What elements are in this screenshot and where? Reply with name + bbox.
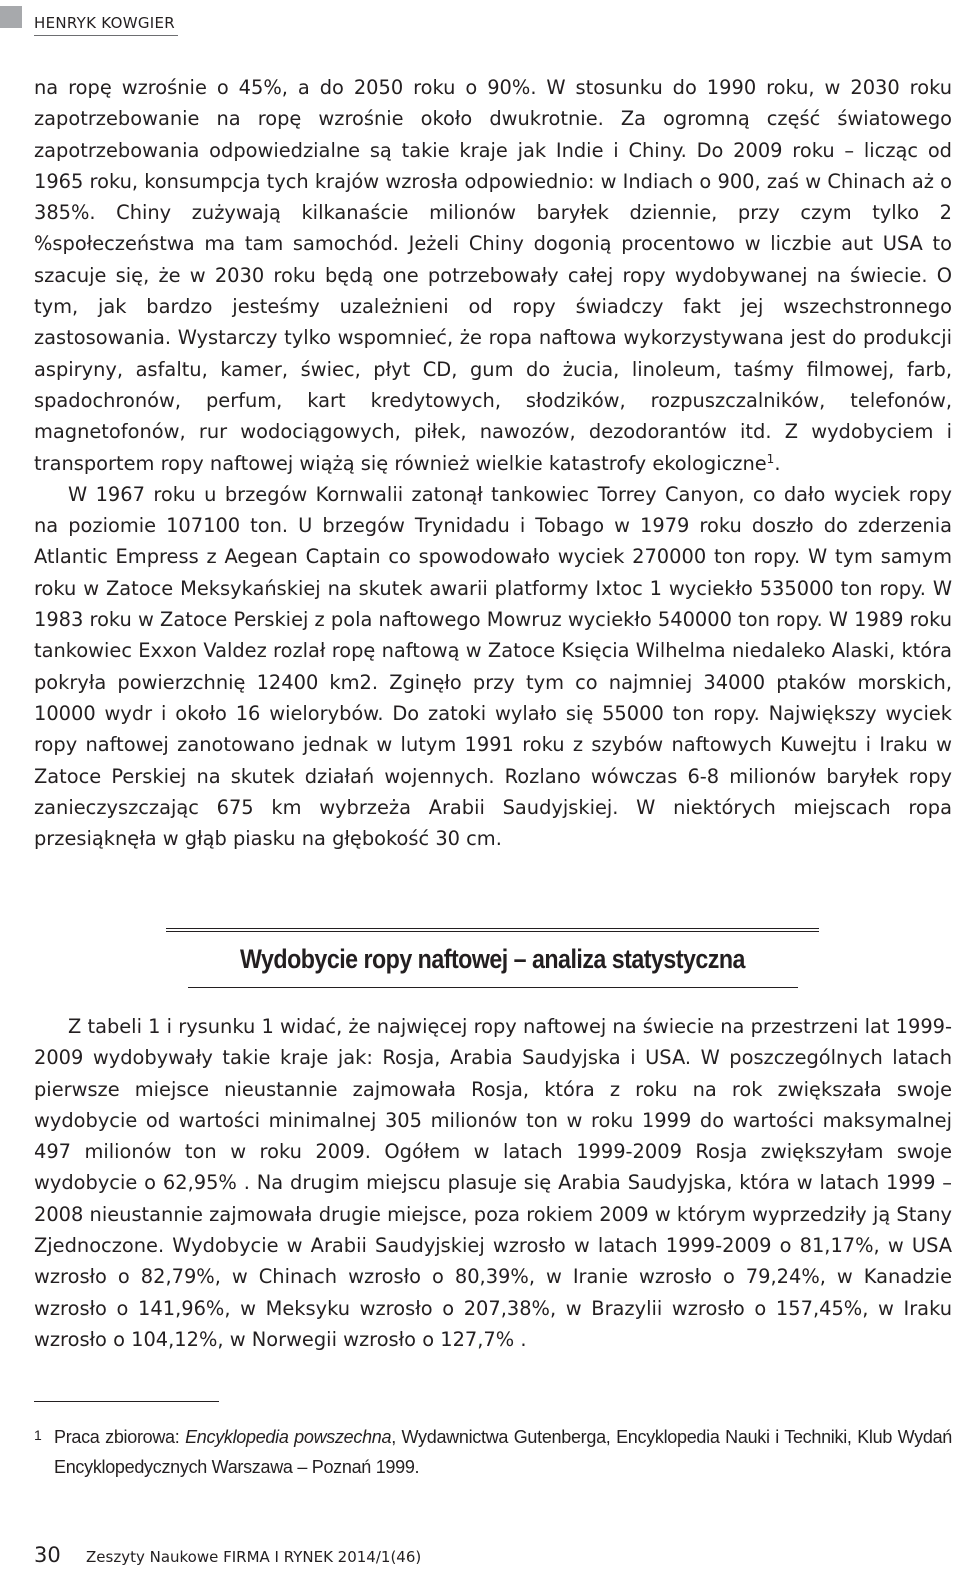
header-marker-square xyxy=(0,6,22,28)
footnote-title: Encyklopedia powszechna xyxy=(185,1427,392,1447)
footnote xyxy=(34,1422,952,1482)
body-text-bottom xyxy=(34,1011,952,1355)
header-author: HENRYK KOWGIER xyxy=(34,14,178,36)
paragraph: W 1967 roku u brzegów Kornwalii zatonął tankowiec Torrey Canyon, co dało wyciek ropy na poziomie 107100 ton. U brzegów Trynidadu i Tobago w 1979 roku doszło do zderzenia Atlantic Empress z Aegean Captain co spowodowało wyciek 270000 ton ropy. W tym samym roku w Zatoce Meksykańskiej na skutek awarii platformy Ixtoc 1 wyciekło 535000 ton ropy. W 1983 roku w Zatoce Perskiej z pola naftowego Mowruz wyciekło 540000 ton ropy. W 1989 roku tankowiec Exxon Valdez rozlał ropę naftową w Zatoce Księcia Wilhelma niedaleko Alaski, która pokryła powierzchnię 12400 km2. Zginęło przy tym co najmniej 34000 ptaków morskich, 10000 wydr i około 16 wielorybów. Do zatoki wylało się 55000 ton ropy. Największy wyciek ropy naftowej zanotowano jednak w lutym 1991 roku z szybów naftowych Kuwejtu i Iraku w Zatoce Perskiej na skutek działań wojennych. Rozlano wówczas 6-8 milionów baryłek ropy zanieczyszczając 675 km wybrzeża Arabii Saudyjskiej. W niektórych miejscach ropa przesiąknęła w głąb piasku na głębokość 30 cm. xyxy=(34,482,952,851)
footnote-text xyxy=(54,1422,952,1482)
paragraph-text: na ropę wzrośnie o 45%, a do 2050 roku o 90%. W stosunku do 1990 roku, w 2030 roku zapotrzebowanie na ropę wzrośnie około dwukrotnie. Za ogromną część światowego zapotrzebowania odpowiedzialne są takie kraje jak Indie i Chiny. Do 2009 roku – licząc od 1965 roku, konsumpcja tych krajów wzrosła odpowiednio: w Indiach o 900, zaś w Chinach aż o 385%. Chiny zużywają kilkanaście milionów baryłek dziennie, przy czym tylko 2 %społeczeństwa ma tam samochód. Jeżeli Chiny dogonią procentowo w liczbie aut USA to szacuje się, że w 2030 roku będą one potrzebowały całej ropy wydobywanej na świecie. O tym, jak bardzo jesteśmy uzależnieni od ropy świadczy fakt jej wszechstronnego zastosowania. Wystarczy tylko wspomnieć, że ropa naftowa wykorzystywana jest do produkcji aspiryny, asfaltu, kamer, świec, płyt CD, gum do żucia, linoleum, taśmy filmowej, farb, spadochronów, perfum, kart kredytowych, słodzików, rozpuszczalników, telefonów, magnetofonów, rur wodociągowych, piłek, nawozów, dezodorantów itd. Z wydobyciem i transportem ropy naftowej wiążą się również wielkie katastrofy ekologiczne xyxy=(34,76,952,475)
footnote-separator xyxy=(34,1401,219,1402)
section-title: Wydobycie ropy naftowej – analiza statystyczna xyxy=(240,944,745,974)
running-header xyxy=(0,0,960,48)
page-footer xyxy=(34,1540,634,1576)
footnote-ref[interactable]: 1 xyxy=(766,451,775,466)
journal-name: Zeszyty Naukowe FIRMA I RYNEK 2014/1(46) xyxy=(86,1548,422,1566)
section-heading-block xyxy=(166,928,819,975)
section-double-rule xyxy=(166,928,819,932)
section-underline xyxy=(188,987,798,988)
paragraph: Z tabeli 1 i rysunku 1 widać, że najwięcej ropy naftowej na świecie na przestrzeni lat 1999-2009 wydobywały takie kraje jak: Rosja, Arabia Saudyjska i USA. W poszczególnych latach pierwsze miejsce nieustannie zajmowała Rosja, która z roku na rok zwiększała swoje wydobycie od wartości minimalnej 305 milionów ton w roku 1999 do wartości maksymalnej 497 milionów ton w roku 2009. Ogółem w latach 1999-2009 Rosja zwiększyłam swoje wydobycie o 62,95% . Na drugim miejscu plasuje się Arabia Saudyjska, która w latach 1999 – 2008 nieustannie zajmowała drugie miejsce, poza rokiem 2009 w którym wyprzedziły ją Stany Zjednoczone. Wydobycie w Arabii Saudyjskiej wzrosło w latach 1999-2009 o 81,17%, w USA wzrosło o 82,79%, w Chinach wzrosło o 80,39%, w Iranie wzrosło o 79,24%, w Kanadzie wzrosło o 141,96%, w Meksyku wzrosło o 207,38%, w Brazylii wzrosło o 157,45%, w Iraku wzrosło o 104,12%, w Norwegii wzrosło o 127,7% . xyxy=(34,1015,952,1351)
page-number: 30 xyxy=(34,1543,61,1567)
footnote-number: 1 xyxy=(34,1427,42,1443)
paragraph: na ropę wzrośnie o 45%, a do 2050 roku o 90%. W stosunku do 1990 roku, w 2030 roku zapotrzebowanie na ropę wzrośnie około dwukrotnie. Za ogromną część światowego zapotrzebowania odpowiedzialne są takie kraje jak Indie i Chiny. Do 2009 roku – licząc od 1965 roku, konsumpcja tych krajów wzrosła odpowiednio: w Indiach o 900, zaś w Chinach aż o 385%. Chiny zużywają kilkanaście milionów baryłek dziennie, przy czym tylko 2 %społeczeństwa ma tam samochód. Jeżeli Chiny dogonią procentowo w liczbie aut USA to szacuje się, że w 2030 roku będą one potrzebowały całej ropy wydobywanej na świecie. O tym, jak bardzo jesteśmy uzależnieni od ropy świadczy fakt jej wszechstronnego zastosowania. Wystarczy tylko wspomnieć, że ropa naftowa wykorzystywana jest do produkcji aspiryny, asfaltu, kamer, świec, płyt CD, gum do żucia, linoleum, taśmy filmowej, farb, spadochronów, perfum, kart kredytowych, słodzików, rozpuszczalników, telefonów, magnetofonów, rur wodociągowych, piłek, nawozów, dezodorantów itd. Z wydobyciem i transportem ropy naftowej wiążą się również wielkie katastrofy ekologiczne$^1$. xyxy=(34,76,952,475)
body-text-top xyxy=(34,72,952,854)
footnote-prefix: Praca zbiorowa: xyxy=(54,1427,186,1447)
footnote-suffix: , Wydawnictwa Gutenberga, Encyklopedia Nauki i Techniki, Klub Wydań Encyklopedycznych Warszawa – Poznań 1999. xyxy=(54,1427,952,1477)
